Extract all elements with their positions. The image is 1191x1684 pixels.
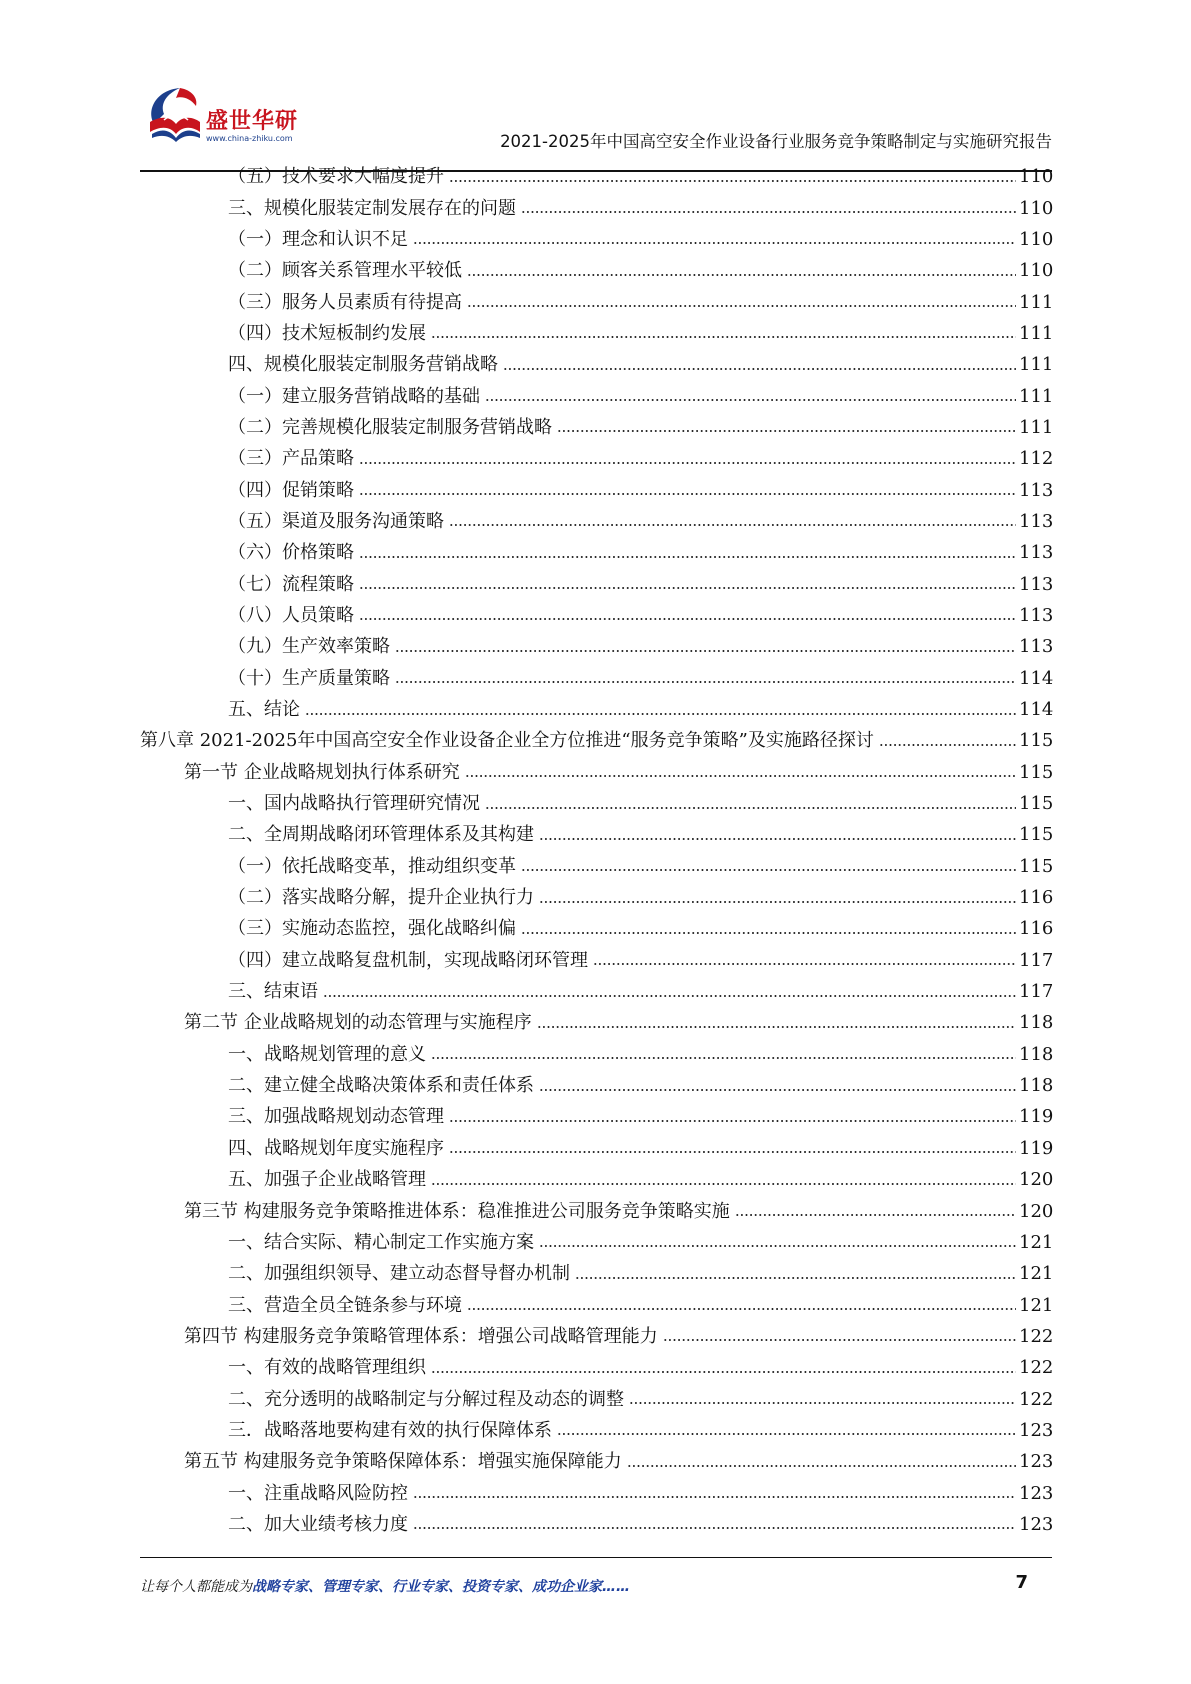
- toc-entry[interactable]: [140, 286, 1052, 317]
- toc-entry-page: 110: [1019, 260, 1054, 282]
- toc-leader-dots: [395, 677, 1016, 687]
- footer-divider: [140, 1557, 1052, 1558]
- toc-entry[interactable]: [140, 380, 1052, 411]
- toc-leader-dots: [467, 301, 1016, 311]
- toc-leader-dots: [431, 332, 1016, 342]
- toc-entry[interactable]: [140, 474, 1052, 505]
- toc-entry-label: （十）生产质量策略: [228, 667, 390, 689]
- toc-entry-page: 113: [1019, 573, 1054, 595]
- toc-entry-label: （九）生产效率策略: [228, 636, 390, 658]
- toc-entry-label: 三、加强战略规划动态管理: [228, 1106, 444, 1128]
- logo-url: www.china-zhiku.com: [206, 134, 293, 143]
- logo-icon: [140, 80, 204, 144]
- toc-entry-page: 110: [1019, 228, 1054, 250]
- toc-leader-dots: [735, 1210, 1016, 1220]
- toc-entry-label: （二）顾客关系管理水平较低: [228, 260, 462, 282]
- toc-entry-label: 第一节 企业战略规划执行体系研究: [184, 761, 460, 783]
- toc-leader-dots: [629, 1398, 1016, 1408]
- toc-entry[interactable]: [140, 443, 1052, 474]
- toc-entry[interactable]: [140, 318, 1052, 349]
- toc-entry-page: 111: [1019, 322, 1054, 344]
- toc-entry-page: 110: [1019, 166, 1054, 188]
- toc-entry-label: 一、结合实际、精心制定工作实施方案: [228, 1231, 534, 1253]
- toc-entry[interactable]: [140, 1039, 1052, 1070]
- toc-entry-label: （四）促销策略: [228, 479, 354, 501]
- toc-leader-dots: [431, 1179, 1016, 1189]
- toc-entry-page: 110: [1019, 197, 1054, 219]
- toc-leader-dots: [413, 1492, 1016, 1502]
- toc-entry[interactable]: [140, 1352, 1052, 1383]
- toc-leader-dots: [467, 270, 1016, 280]
- toc-entry-label: （四）技术短板制约发展: [228, 322, 426, 344]
- toc-entry[interactable]: [140, 349, 1052, 380]
- toc-leader-dots: [557, 1429, 1016, 1439]
- toc-entry-label: 二、加大业绩考核力度: [228, 1513, 408, 1535]
- toc-entry-page: 123: [1019, 1513, 1054, 1535]
- toc-entry-label: 二、全周期战略闭环管理体系及其构建: [228, 824, 534, 846]
- toc-entry-page: 115: [1019, 730, 1054, 752]
- toc-entry-label: 第五节 构建服务竞争策略保障体系：增强实施保障能力: [184, 1451, 622, 1473]
- toc-entry-page: 115: [1019, 761, 1054, 783]
- toc-entry[interactable]: [140, 1289, 1052, 1320]
- toc-entry-label: （三）实施动态监控，强化战略纠偏: [228, 918, 516, 940]
- toc-leader-dots: [413, 238, 1016, 248]
- toc-leader-dots: [305, 709, 1016, 719]
- toc-entry-label: 三、营造全员全链条参与环境: [228, 1294, 462, 1316]
- toc-leader-dots: [359, 489, 1016, 499]
- toc-entry-page: 122: [1019, 1357, 1054, 1379]
- toc-entry[interactable]: [140, 506, 1052, 537]
- toc-entry-page: 113: [1019, 636, 1054, 658]
- toc-leader-dots: [467, 1304, 1016, 1314]
- toc-leader-dots: [359, 458, 1016, 468]
- toc-entry-page: 122: [1019, 1325, 1054, 1347]
- toc-entry-label: （一）依托战略变革，推动组织变革: [228, 855, 516, 877]
- toc-entry-label: （一）建立服务营销战略的基础: [228, 385, 480, 407]
- toc-entry-page: 116: [1019, 887, 1054, 909]
- toc-leader-dots: [413, 1523, 1016, 1533]
- toc-entry[interactable]: [140, 945, 1052, 976]
- toc-entry-page: 113: [1019, 604, 1054, 626]
- toc-leader-dots: [593, 959, 1016, 969]
- toc-entry[interactable]: [140, 255, 1052, 286]
- toc-entry-page: 114: [1019, 667, 1054, 689]
- company-logo: [140, 80, 340, 150]
- toc-entry[interactable]: [140, 1133, 1052, 1164]
- toc-entry-label: 三．战略落地要构建有效的执行保障体系: [228, 1419, 552, 1441]
- toc-leader-dots: [663, 1335, 1016, 1345]
- toc-entry-page: 120: [1019, 1200, 1054, 1222]
- toc-leader-dots: [449, 1147, 1016, 1157]
- toc-entry[interactable]: [140, 851, 1052, 882]
- toc-leader-dots: [539, 1085, 1016, 1095]
- toc-leader-dots: [521, 928, 1016, 938]
- toc-entry[interactable]: [140, 976, 1052, 1007]
- slogan-prefix: 让每个人都能成为: [140, 1579, 252, 1595]
- toc-entry-label: 一、注重战略风险防控: [228, 1482, 408, 1504]
- toc-leader-dots: [449, 1116, 1016, 1126]
- toc-entry-label: 三、规模化服装定制发展存在的问题: [228, 197, 516, 219]
- toc-entry-page: 111: [1019, 385, 1054, 407]
- toc-entry[interactable]: [140, 1195, 1052, 1226]
- toc-leader-dots: [879, 740, 1016, 750]
- toc-entry[interactable]: [140, 1446, 1052, 1477]
- toc-entry[interactable]: [140, 1070, 1052, 1101]
- toc-entry[interactable]: [140, 1164, 1052, 1195]
- toc-entry-page: 118: [1019, 1043, 1054, 1065]
- toc-entry[interactable]: [140, 1477, 1052, 1508]
- toc-entry-page: 118: [1019, 1075, 1054, 1097]
- toc-entry-page: 121: [1019, 1231, 1054, 1253]
- toc-entry-label: （三）服务人员素质有待提高: [228, 291, 462, 313]
- toc-entry[interactable]: [140, 568, 1052, 599]
- page-number: 7: [1015, 1572, 1028, 1593]
- toc-entry[interactable]: [140, 913, 1052, 944]
- toc-leader-dots: [539, 834, 1016, 844]
- toc-leader-dots: [539, 897, 1016, 907]
- toc-leader-dots: [359, 614, 1016, 624]
- toc-entry[interactable]: [140, 819, 1052, 850]
- footer-slogan: [140, 1576, 630, 1596]
- toc-leader-dots: [323, 991, 1016, 1001]
- toc-entry-page: 115: [1019, 824, 1054, 846]
- toc-entry-label: 二、建立健全战略决策体系和责任体系: [228, 1075, 534, 1097]
- toc-entry-label: （八）人员策略: [228, 604, 354, 626]
- toc-entry-label: 三、结束语: [228, 981, 318, 1003]
- toc-entry-label: （一）理念和认识不足: [228, 228, 408, 250]
- toc-entry-page: 119: [1019, 1137, 1054, 1159]
- toc-entry[interactable]: [140, 224, 1052, 255]
- toc-entry-label: （四）建立战略复盘机制，实现战略闭环管理: [228, 949, 588, 971]
- toc-entry-page: 117: [1019, 949, 1054, 971]
- toc-entry[interactable]: [140, 663, 1052, 694]
- slogan-roles: 战略专家、管理专家、行业专家、投资专家、成功企业家……: [252, 1579, 630, 1595]
- toc-leader-dots: [521, 207, 1016, 217]
- toc-entry-label: 第四节 构建服务竞争策略管理体系：增强公司战略管理能力: [184, 1325, 658, 1347]
- toc-entry-page: 123: [1019, 1482, 1054, 1504]
- toc-entry-label: （二）落实战略分解，提升企业执行力: [228, 887, 534, 909]
- toc-entry-page: 119: [1019, 1106, 1054, 1128]
- toc-entry[interactable]: [140, 1415, 1052, 1446]
- toc-entry-label: 五、结论: [228, 699, 300, 721]
- toc-entry-page: 113: [1019, 542, 1054, 564]
- toc-entry-label: 一、国内战略执行管理研究情况: [228, 793, 480, 815]
- toc-entry[interactable]: [140, 882, 1052, 913]
- toc-entry-label: 一、有效的战略管理组织: [228, 1357, 426, 1379]
- toc-entry-page: 113: [1019, 510, 1054, 532]
- table-of-contents: [140, 161, 1052, 1540]
- toc-leader-dots: [627, 1461, 1016, 1471]
- toc-leader-dots: [537, 1022, 1016, 1032]
- toc-entry-page: 118: [1019, 1012, 1054, 1034]
- toc-leader-dots: [431, 1053, 1016, 1063]
- toc-entry-label: 第二节 企业战略规划的动态管理与实施程序: [184, 1012, 532, 1034]
- toc-entry-page: 116: [1019, 918, 1054, 940]
- toc-entry-page: 115: [1019, 793, 1054, 815]
- toc-entry[interactable]: [140, 1227, 1052, 1258]
- toc-leader-dots: [449, 520, 1016, 530]
- toc-leader-dots: [465, 771, 1016, 781]
- toc-entry[interactable]: [140, 694, 1052, 725]
- toc-entry[interactable]: [140, 725, 1052, 756]
- toc-entry[interactable]: [140, 1007, 1052, 1038]
- toc-entry[interactable]: [140, 757, 1052, 788]
- toc-leader-dots: [485, 395, 1016, 405]
- toc-entry-label: 一、战略规划管理的意义: [228, 1043, 426, 1065]
- toc-entry-page: 114: [1019, 699, 1054, 721]
- toc-leader-dots: [575, 1273, 1016, 1283]
- toc-entry-page: 111: [1019, 354, 1054, 376]
- toc-leader-dots: [503, 364, 1016, 374]
- toc-leader-dots: [485, 803, 1016, 813]
- toc-entry-label: 五、加强子企业战略管理: [228, 1169, 426, 1191]
- toc-entry-page: 111: [1019, 291, 1054, 313]
- toc-entry-page: 113: [1019, 479, 1054, 501]
- toc-leader-dots: [431, 1367, 1016, 1377]
- toc-leader-dots: [449, 176, 1016, 186]
- toc-leader-dots: [557, 426, 1016, 436]
- toc-entry-label: 四、战略规划年度实施程序: [228, 1137, 444, 1159]
- toc-leader-dots: [539, 1241, 1016, 1251]
- toc-entry-page: 123: [1019, 1451, 1054, 1473]
- toc-entry-page: 121: [1019, 1263, 1054, 1285]
- toc-entry-label: （五）技术要求大幅度提升: [228, 166, 444, 188]
- toc-entry[interactable]: [140, 192, 1052, 223]
- toc-entry[interactable]: [140, 1383, 1052, 1414]
- toc-entry[interactable]: [140, 631, 1052, 662]
- toc-entry[interactable]: [140, 1321, 1052, 1352]
- report-title: 2021-2025年中国高空安全作业设备行业服务竞争策略制定与实施研究报告: [500, 132, 1052, 151]
- page-footer: [140, 1572, 1052, 1602]
- toc-entry-label: （三）产品策略: [228, 448, 354, 470]
- toc-entry-page: 111: [1019, 416, 1054, 438]
- toc-entry-label: （五）渠道及服务沟通策略: [228, 510, 444, 532]
- toc-entry-label: （七）流程策略: [228, 573, 354, 595]
- toc-entry-page: 112: [1019, 448, 1054, 470]
- toc-entry[interactable]: [140, 412, 1052, 443]
- toc-entry[interactable]: [140, 1258, 1052, 1289]
- toc-entry[interactable]: [140, 600, 1052, 631]
- toc-leader-dots: [359, 552, 1016, 562]
- toc-entry-label: （六）价格策略: [228, 542, 354, 564]
- toc-entry-label: 二、充分透明的战略制定与分解过程及动态的调整: [228, 1388, 624, 1410]
- toc-entry-page: 120: [1019, 1169, 1054, 1191]
- toc-entry[interactable]: [140, 161, 1052, 192]
- toc-entry-label: 四、规模化服装定制服务营销战略: [228, 354, 498, 376]
- toc-entry[interactable]: [140, 537, 1052, 568]
- toc-entry[interactable]: [140, 1101, 1052, 1132]
- toc-entry-label: 二、加强组织领导、建立动态督导督办机制: [228, 1263, 570, 1285]
- toc-leader-dots: [359, 583, 1016, 593]
- toc-entry-page: 121: [1019, 1294, 1054, 1316]
- toc-entry-page: 123: [1019, 1419, 1054, 1441]
- toc-entry-page: 117: [1019, 981, 1054, 1003]
- toc-entry-page: 115: [1019, 855, 1054, 877]
- page-header: [140, 80, 1052, 172]
- toc-entry-label: 第三节 构建服务竞争策略推进体系：稳准推进公司服务竞争策略实施: [184, 1200, 730, 1222]
- toc-entry[interactable]: [140, 1509, 1052, 1540]
- toc-entry[interactable]: [140, 788, 1052, 819]
- toc-entry-page: 122: [1019, 1388, 1054, 1410]
- toc-leader-dots: [521, 865, 1016, 875]
- toc-entry-label: 第八章 2021-2025年中国高空安全作业设备企业全方位推进“服务竞争策略”及实施路径探讨: [140, 730, 874, 752]
- logo-text: 盛世华研: [206, 109, 299, 134]
- toc-entry-label: （二）完善规模化服装定制服务营销战略: [228, 416, 552, 438]
- toc-leader-dots: [395, 646, 1016, 656]
